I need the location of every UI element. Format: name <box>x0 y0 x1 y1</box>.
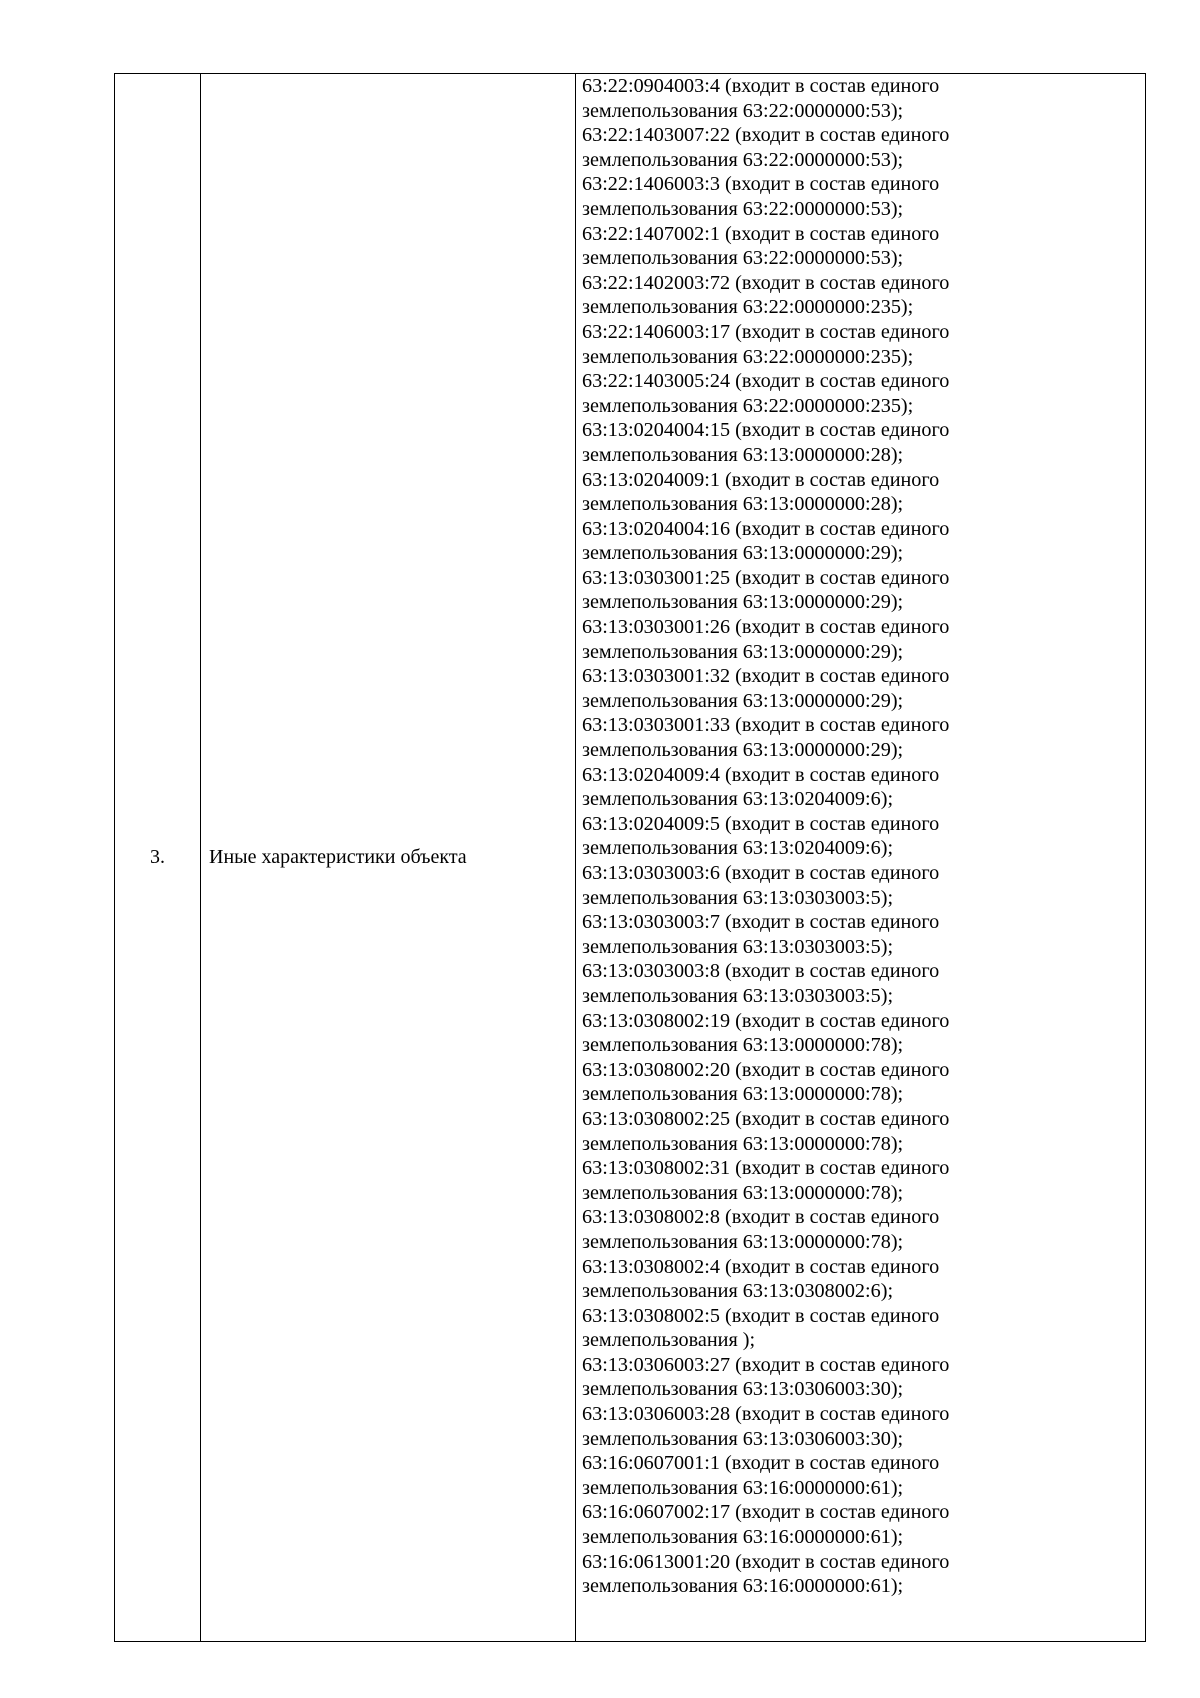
list-item <box>582 1500 1145 1549</box>
list-item <box>582 910 1145 959</box>
land-use-line: землепользования 63:13:0000000:78); <box>582 1230 904 1253</box>
list-item <box>582 615 1145 664</box>
land-use-line: землепользования 63:13:0000000:28); <box>582 443 904 466</box>
cadastral-number-line: 63:13:0303001:33 (входит в состав единого <box>582 714 950 737</box>
list-item <box>582 222 1145 271</box>
land-use-line: землепользования 63:13:0306003:30); <box>582 1427 904 1450</box>
cadastral-number-line: 63:16:0613001:20 (входит в состав единого <box>582 1550 950 1573</box>
cadastral-number-line: 63:22:1407002:1 (входит в состав единого <box>582 222 940 245</box>
land-use-line: землепользования 63:22:0000000:53); <box>582 99 904 122</box>
cadastral-number-line: 63:13:0303003:6 (входит в состав единого <box>582 862 940 884</box>
row-value-cell <box>576 74 1146 1642</box>
cadastral-number-line: 63:13:0303003:7 (входит в состав единого <box>582 911 940 934</box>
row-name-cell <box>201 74 576 1642</box>
land-use-line: землепользования 63:22:0000000:53); <box>582 148 904 171</box>
land-use-line: землепользования 63:13:0000000:28); <box>582 493 904 516</box>
land-use-line: землепользования 63:13:0204009:6); <box>582 788 894 811</box>
land-use-line: землепользования 63:13:0303003:5); <box>582 984 894 1007</box>
land-use-line: землепользования 63:16:0000000:61); <box>582 1476 904 1499</box>
list-item <box>582 713 1145 762</box>
list-item <box>582 1255 1145 1304</box>
land-use-line: землепользования 63:13:0308002:6); <box>582 1280 894 1303</box>
cadastral-number-line: 63:16:0607001:1 (входит в состав единого <box>582 1452 940 1475</box>
land-use-line: землепользования ); <box>582 1329 756 1352</box>
list-item <box>582 418 1145 467</box>
list-item <box>582 172 1145 221</box>
list-item <box>582 1550 1145 1599</box>
cadastral-number-line: 63:13:0204009:4 (входит в состав единого <box>582 763 940 786</box>
land-use-line: землепользования 63:22:0000000:235); <box>582 345 914 368</box>
list-item <box>582 1304 1145 1353</box>
list-item <box>582 1058 1145 1107</box>
list-item <box>582 566 1145 615</box>
land-use-line: землепользования 63:13:0000000:29); <box>582 591 904 614</box>
list-item <box>582 517 1145 566</box>
table-row <box>115 74 1146 1642</box>
cadastral-entry-list <box>582 74 1145 1599</box>
cadastral-number-line: 63:22:0904003:4 (входит в состав единого <box>582 75 940 97</box>
land-use-line: землепользования 63:16:0000000:61); <box>582 1575 904 1598</box>
cadastral-number-line: 63:13:0308002:20 (входит в состав единого <box>582 1058 950 1081</box>
land-use-line: землепользования 63:16:0000000:61); <box>582 1526 904 1549</box>
cadastral-number-line: 63:13:0306003:27 (входит в состав единого <box>582 1353 950 1376</box>
list-item <box>582 763 1145 812</box>
land-use-line: землепользования 63:13:0000000:29); <box>582 689 904 712</box>
list-item <box>582 1009 1145 1058</box>
list-item <box>582 812 1145 861</box>
cadastral-number-line: 63:22:1406003:17 (входит в состав единого <box>582 320 950 343</box>
land-use-line: землепользования 63:13:0306003:30); <box>582 1378 904 1401</box>
land-use-line: землепользования 63:13:0000000:78); <box>582 1181 904 1204</box>
cadastral-number-line: 63:13:0303001:32 (входит в состав единого <box>582 665 950 688</box>
list-item <box>582 664 1145 713</box>
land-use-line: землепользования 63:22:0000000:235); <box>582 394 914 417</box>
list-item <box>582 861 1145 910</box>
list-item <box>582 468 1145 517</box>
cadastral-number-line: 63:22:1403007:22 (входит в состав единого <box>582 124 950 147</box>
list-item <box>582 123 1145 172</box>
cadastral-number-line: 63:22:1406003:3 (входит в состав единого <box>582 173 940 196</box>
cadastral-number-line: 63:13:0303001:25 (входит в состав единого <box>582 566 950 589</box>
cadastral-number-line: 63:13:0204004:15 (входит в состав единого <box>582 419 950 442</box>
row-name: Иные характеристики объекта <box>209 846 467 868</box>
list-item <box>582 320 1145 369</box>
list-item <box>582 1353 1145 1402</box>
land-use-line: землепользования 63:13:0000000:78); <box>582 1034 904 1057</box>
cadastral-number-line: 63:13:0308002:25 (входит в состав единого <box>582 1107 950 1130</box>
list-item <box>582 271 1145 320</box>
list-item <box>582 1205 1145 1254</box>
land-use-line: землепользования 63:13:0000000:78); <box>582 1083 904 1106</box>
cadastral-number-line: 63:13:0204009:5 (входит в состав единого <box>582 812 940 835</box>
land-use-line: землепользования 63:13:0000000:78); <box>582 1132 904 1155</box>
land-use-line: землепользования 63:13:0303003:5); <box>582 886 894 909</box>
list-item <box>582 959 1145 1008</box>
land-use-line: землепользования 63:13:0303003:5); <box>582 935 894 958</box>
characteristics-table <box>114 73 1146 1642</box>
list-item <box>582 1402 1145 1451</box>
cadastral-number-line: 63:13:0308002:4 (входит в состав единого <box>582 1255 940 1278</box>
row-number: 3. <box>150 846 165 868</box>
list-item <box>582 1156 1145 1205</box>
cadastral-number-line: 63:13:0204004:16 (входит в состав единого <box>582 517 950 540</box>
cadastral-number-line: 63:13:0308002:8 (входит в состав единого <box>582 1206 940 1229</box>
row-number-cell <box>115 74 201 1642</box>
list-item <box>582 1107 1145 1156</box>
land-use-line: землепользования 63:13:0000000:29); <box>582 739 904 762</box>
cadastral-number-line: 63:13:0308002:31 (входит в состав единого <box>582 1157 950 1180</box>
land-use-line: землепользования 63:13:0204009:6); <box>582 837 894 860</box>
cadastral-number-line: 63:13:0308002:5 (входит в состав единого <box>582 1304 940 1327</box>
cadastral-number-line: 63:16:0607002:17 (входит в состав единого <box>582 1501 950 1524</box>
cadastral-number-line: 63:13:0303003:8 (входит в состав единого <box>582 960 940 983</box>
land-use-line: землепользования 63:22:0000000:53); <box>582 247 904 270</box>
land-use-line: землепользования 63:13:0000000:29); <box>582 640 904 663</box>
list-item <box>582 369 1145 418</box>
list-item <box>582 1451 1145 1500</box>
cadastral-number-line: 63:22:1403005:24 (входит в состав единого <box>582 370 950 393</box>
land-use-line: землепользования 63:13:0000000:29); <box>582 542 904 565</box>
cadastral-number-line: 63:13:0308002:19 (входит в состав единого <box>582 1009 950 1032</box>
cadastral-number-line: 63:13:0306003:28 (входит в состав единого <box>582 1403 950 1426</box>
cadastral-number-line: 63:13:0303001:26 (входит в состав единого <box>582 616 950 639</box>
land-use-line: землепользования 63:22:0000000:235); <box>582 296 914 319</box>
list-item <box>582 74 1145 123</box>
cadastral-number-line: 63:22:1402003:72 (входит в состав единого <box>582 271 950 294</box>
cadastral-number-line: 63:13:0204009:1 (входит в состав единого <box>582 468 940 491</box>
land-use-line: землепользования 63:22:0000000:53); <box>582 197 904 220</box>
